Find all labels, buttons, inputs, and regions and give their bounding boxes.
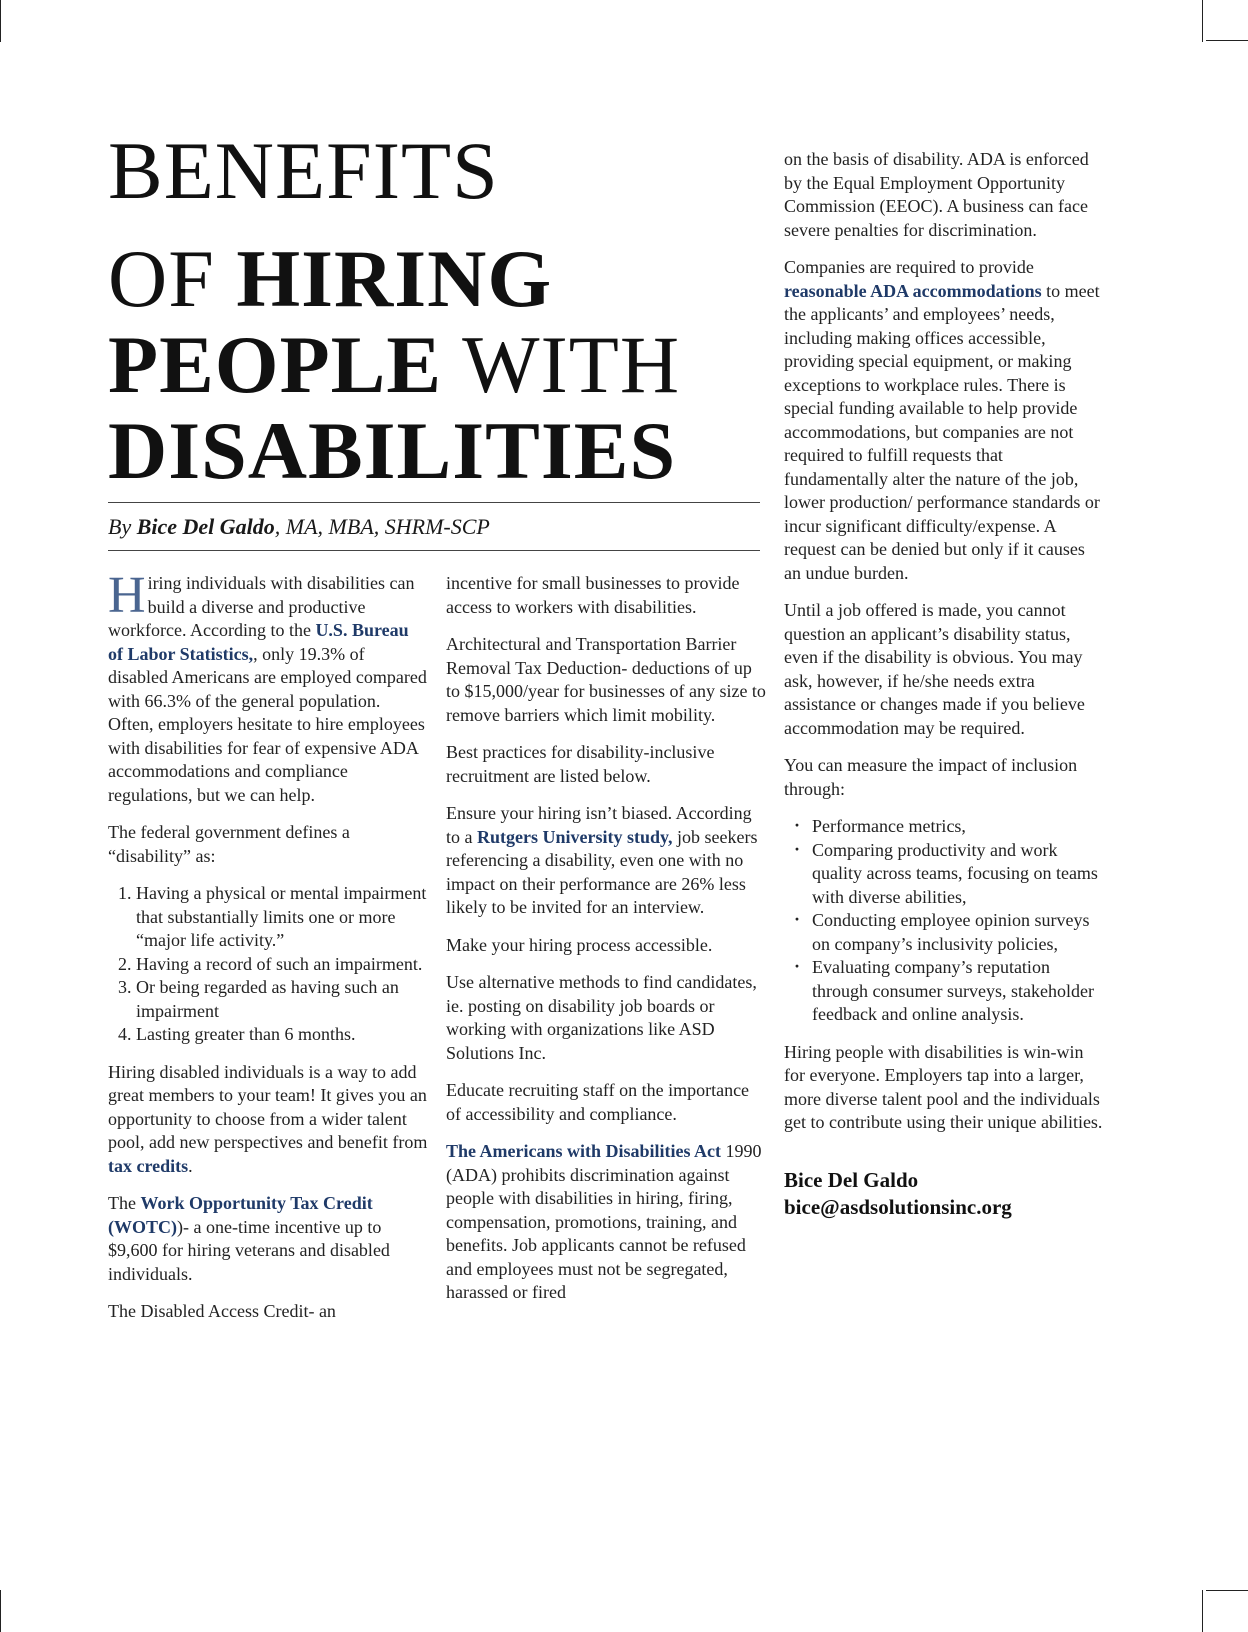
list-item: 4. Lasting greater than 6 months.	[136, 1023, 428, 1047]
tax-credits-link[interactable]: tax credits	[108, 1155, 189, 1176]
intro-paragraph: Hiring individuals with disabilities can build a diverse and productive workforce. According to the U.S. Bureau of Labor Statistics,, only 19.3% of disabled Americans are employed compared with 66.3% of the general population. Often, employers hesitate to hire employees with disabilities for fear of expensive ADA accommodations and compliance regulations, but we can help.	[108, 567, 427, 805]
paragraph: Until a job offered is made, you cannot question an applicant’s disability status, even if the disability is obvious. You may ask, however, if he/she needs extra assistance or changes made if you believe accommodation may be required.	[784, 600, 1085, 738]
paragraph: The Work Opportunity Tax Credit (WOTC))- a one-time incentive up to $9,600 for hiring veterans and disabled individuals.	[108, 1193, 390, 1284]
paragraph: incentive for small businesses to provide access to workers with disabilities.	[446, 573, 740, 617]
column-1	[108, 567, 428, 1338]
rutgers-study-link[interactable]: Rutgers University study,	[477, 826, 673, 847]
paragraph: Hiring disabled individuals is a way to add great members to your team! It gives you an opportunity to choose from a wider talent pool, add new perspectives and benefit from tax credits.	[108, 1061, 428, 1176]
paragraph: Make your hiring process accessible.	[446, 934, 713, 955]
paragraph: Companies are required to provide reasonable ADA accommodations to meet the applicants’ and employees’ needs, including making offices accessible, providing special equipment, or making exceptions to workplace rules. There is special funding available to help provide accommodations, but companies are not required to fulfill requests that fundamentally alter the nature of the job, lower production/ performance standards or incur significant difficulty/expense. A request can be denied but only if it causes an undue burden.	[784, 257, 1100, 583]
title-line-1: BENEFITS	[108, 125, 499, 216]
paragraph: Hiring people with disabilities is win-win for everyone. Employers tap into a larger, more diverse talent pool and the individuals get to contribute using their unique abilities.	[784, 1041, 1103, 1132]
paragraph: on the basis of disability. ADA is enforced by the Equal Employment Opportunity Commission (EEOC). A business can face severe penalties for discrimination.	[784, 149, 1089, 240]
column-3	[784, 148, 1104, 1221]
column-2	[446, 572, 766, 1319]
list-item: 2. Having a record of such an impairment.	[136, 953, 428, 977]
definition-intro: The federal government defines a “disability” as:	[108, 822, 350, 866]
wotc-link[interactable]: Work Opportunity Tax Credit (WOTC)	[108, 1193, 373, 1237]
title-line-3: PEOPLE WITH	[108, 319, 681, 410]
bls-link[interactable]: U.S. Bureau of Labor Statistics,	[108, 620, 409, 664]
paragraph: Use alternative methods to find candidates, ie. posting on disability job boards or working with organizations like ASD Solutions Inc.	[446, 972, 757, 1063]
list-item: · Conducting employee opinion surveys on company’s inclusivity policies,	[812, 909, 1104, 956]
byline: By Bice Del Galdo, MA, MBA, SHRM-SCP	[108, 514, 490, 539]
drop-cap: H	[108, 567, 146, 624]
crop-mark	[0, 0, 1, 42]
paragraph: The Americans with Disabilities Act 1990 (ADA) prohibits discrimination against people with disabilities in hiring, firing, compensation, promotions, training, and benefits. Job applicants cannot be refused and employees must not be segregated, harassed or fired	[446, 1141, 762, 1302]
title-line-2: OF HIRING	[108, 233, 553, 324]
signature-name: Bice Del Galdo	[784, 1167, 919, 1192]
disability-definition-list	[108, 882, 428, 1047]
crop-mark	[1206, 40, 1248, 41]
crop-mark	[1202, 1590, 1203, 1632]
list-item: 1. Having a physical or mental impairment that substantially limits one or more “major life activity.”	[136, 882, 428, 953]
ada-link[interactable]: The Americans with Disabilities Act	[446, 1141, 721, 1161]
article-title	[108, 125, 768, 496]
paragraph: Ensure your hiring isn’t biased. According to a Rutgers University study, job seekers referencing a disability, even one with no impact on their performance are 26% less likely to be invited for an interview.	[446, 803, 758, 917]
signature-email-link[interactable]: bice@asdsolutionsinc.org	[784, 1194, 1012, 1219]
signature	[784, 1167, 1104, 1221]
list-item: · Performance metrics,	[812, 815, 1104, 839]
ada-accommodations-link[interactable]: reasonable ADA accommodations	[784, 280, 1042, 301]
title-line-4: DISABILITIES	[108, 405, 677, 496]
crop-mark	[1202, 0, 1203, 42]
paragraph: The Disabled Access Credit- an	[108, 1301, 336, 1321]
byline-divider	[108, 550, 760, 551]
impact-measures-list	[784, 815, 1104, 1027]
list-item: · Evaluating company’s reputation through consumer surveys, stakeholder feedback and online analysis.	[812, 956, 1104, 1027]
crop-mark	[1206, 1590, 1248, 1591]
crop-mark	[0, 1590, 1, 1632]
list-item: 3. Or being regarded as having such an impairment	[136, 976, 428, 1023]
list-item: · Comparing productivity and work quality across teams, focusing on teams with diverse abilities,	[812, 839, 1104, 910]
paragraph: You can measure the impact of inclusion through:	[784, 755, 1078, 799]
title-divider	[108, 502, 760, 503]
paragraph: Architectural and Transportation Barrier Removal Tax Deduction- deductions of up to $15,000/year for businesses of any size to remove barriers which limit mobility.	[446, 634, 766, 725]
paragraph: Educate recruiting staff on the importance of accessibility and compliance.	[446, 1080, 750, 1124]
paragraph: Best practices for disability-inclusive recruitment are listed below.	[446, 742, 715, 786]
